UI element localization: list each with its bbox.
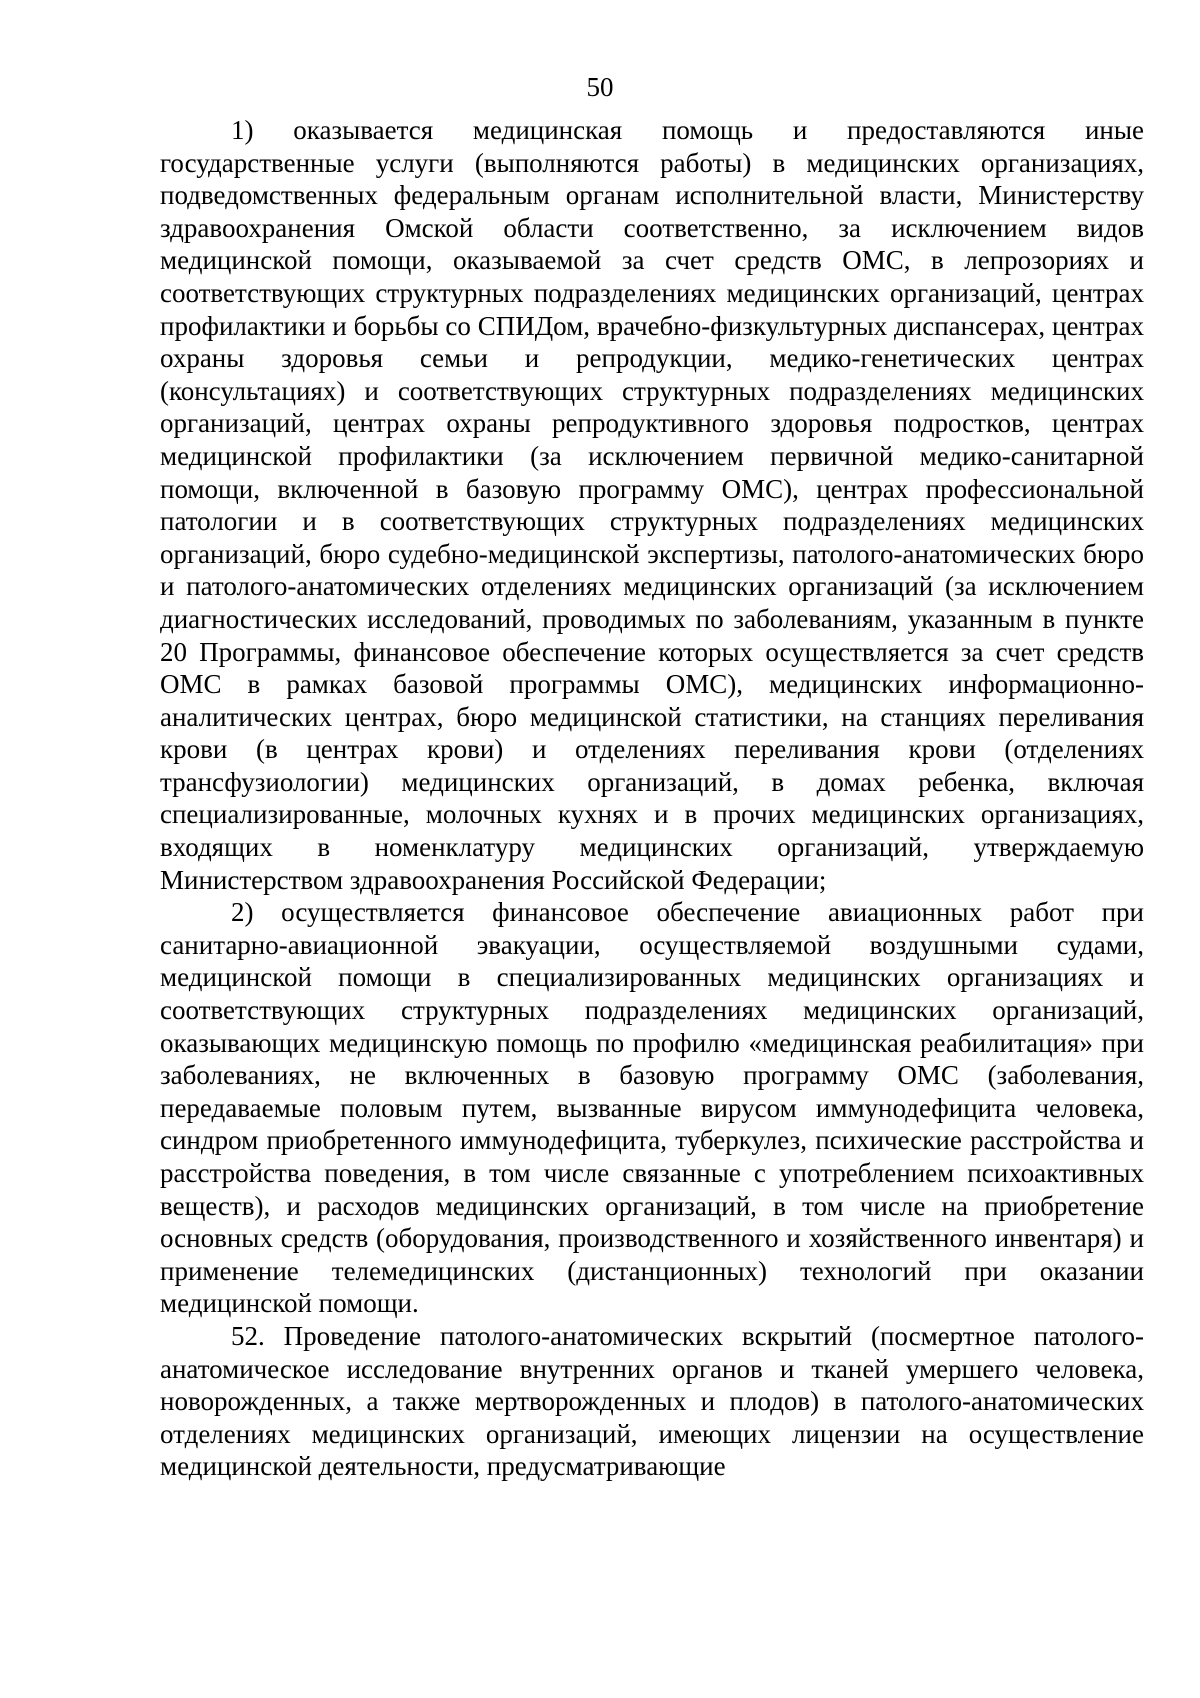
page-number: 50 [586, 72, 614, 102]
paragraph-item-2: 2) осуществляется финансовое обеспечение авиационных работ при санитарно-авиационной эвакуации, осуществляемой воздушными судами, медицинской помощи в специализированных медицинских организациях и соответствующих структурных подразделениях медицинских организаций, оказывающих медицинскую помощь по профилю «медицинская реабилитация» при заболеваниях, не включенных в базовую программу ОМС (заболевания, передаваемые половым путем, вызванные вирусом иммунодефицита человека, синдром приобретенного иммунодефицита, туберкулез, психические расстройства и расстройства поведения, в том числе связанные с употреблением психоактивных веществ), и расходов медицинских организаций, в том числе на приобретение основных средств (оборудования, производственного и хозяйственного инвентаря) и применение телемедицинских (дистанционных) технологий при оказании медицинской помощи. [160, 897, 1144, 1319]
document-body [160, 114, 1144, 1483]
paragraph-item-1: 1) оказывается медицинская помощь и предоставляются иные государственные услуги (выполняются работы) в медицинских организациях, подведомственных федеральным органам исполнительной власти, Министерству здравоохранения Омской области соответственно, за исключением видов медицинской помощи, оказываемой за счет средств ОМС, в лепрозориях и соответствующих структурных подразделениях медицинских организаций, центрах профилактики и борьбы со СПИДом, врачебно-физкультурных диспансерах, центрах охраны здоровья семьи и репродукции, медико-генетических центрах (консультациях) и соответствующих структурных подразделениях медицинских организаций, центрах охраны репродуктивного здоровья подростков, центрах медицинской профилактики (за исключением первичной медико-санитарной помощи, включенной в базовую программу ОМС), центрах профессиональной патологии и в соответствующих структурных подразделениях медицинских организаций, бюро судебно-медицинской экспертизы, патолого-анатомических бюро и патолого-анатомических отделениях медицинских организаций (за исключением диагностических исследований, проводимых по заболеваниям, указанным в пункте 20 Программы, финансовое обеспечение которых осуществляется за счет средств ОМС в рамках базовой программы ОМС), медицинских информационно-аналитических центрах, бюро медицинской статистики, на станциях переливания крови (в центрах крови) и отделениях переливания крови (отделениях трансфузиологии) медицинских организаций, в домах ребенка, включая специализированные, молочных кухнях и в прочих медицинских организациях, входящих в номенклатуру медицинских организаций, утверждаемую Министерством здравоохранения Российской Федерации; [160, 115, 1144, 895]
paragraph-clause-52: 52. Проведение патолого-анатомических вскрытий (посмертное патолого-анатомическое исследование внутренних органов и тканей умершего человека, новорожденных, а также мертворожденных и плодов) в патолого-анатомических отделениях медицинских организаций, имеющих лицензии на осуществление медицинской деятельности, предусматривающие [160, 1320, 1144, 1482]
